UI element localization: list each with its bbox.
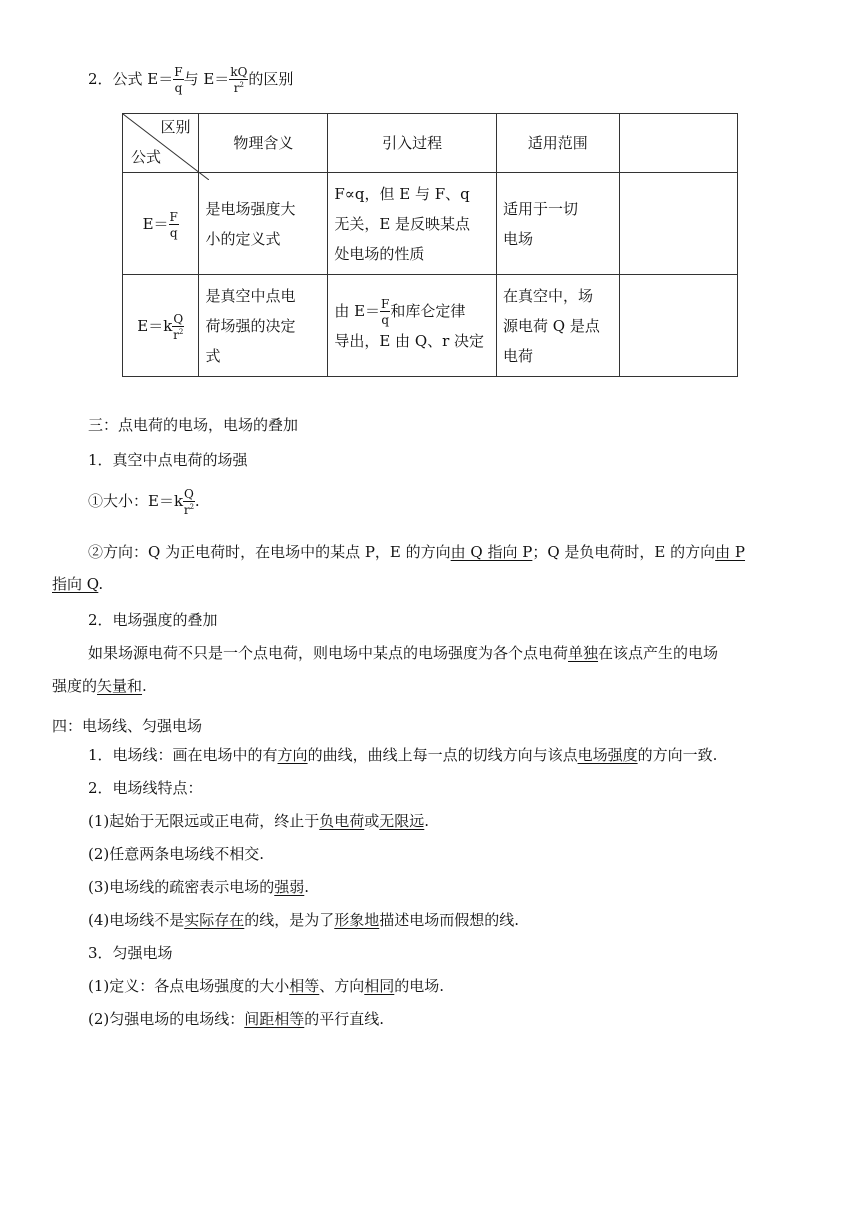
table-cell-scope: 适用于一切 电场 — [497, 173, 620, 275]
corner-label-top: 区别 — [160, 118, 191, 136]
table-cell-formula: E＝ $\frac{F}{q}$ — [123, 173, 199, 275]
table-cell-process: F∝q，但 E 与 F、q 无关，E 是反映某点 处电场的性质 — [328, 173, 497, 275]
feature-3: (3)电场线的疏密表示电场的强弱. — [88, 878, 310, 896]
uniform-field-lines: (2)匀强电场的电场线：间距相等的平行直线. — [88, 1010, 385, 1028]
table-row — [123, 275, 738, 377]
table-cell-extra — [619, 173, 737, 275]
superposition-text: 如果场源电荷不只是一个点电荷，则电场中某点的电场强度为各个点电荷单独在该点产生的电场 — [88, 644, 719, 662]
feature-1: (1)起始于无限远或正电荷，终止于负电荷或无限远. — [88, 812, 430, 830]
fraction-q-over-r2: $\frac{Q}{r^2}$ — [173, 311, 184, 342]
fraction-f-over-q: $\frac{F}{q}$ — [169, 209, 178, 240]
feature-2: (2)任意两条电场线不相交. — [88, 845, 265, 863]
table-header: 引入过程 — [328, 114, 497, 173]
feature-4: (4)电场线不是实际存在的线，是为了形象地描述电场而假想的线. — [88, 911, 520, 929]
fraction-f-over-q: $\frac{F}{q}$ — [174, 65, 183, 95]
section-3-item-1: 1．真空中点电荷的场强 — [88, 451, 248, 469]
fraction-q-over-r2: $\frac{Q}{r^2}$ — [183, 487, 195, 517]
table-cell-meaning: 是真空中点电 荷场强的决定 式 — [199, 275, 328, 377]
section-3-title: 三：点电荷的电场，电场的叠加 — [88, 416, 299, 434]
table-header-row — [123, 114, 738, 173]
table-corner-cell — [123, 114, 199, 173]
table-cell-extra — [619, 275, 737, 377]
uniform-field-definition: (1)定义：各点电场强度的大小相等、方向相同的电场. — [88, 977, 445, 995]
fraction-kq-over-r2: $\frac{kQ}{r^2}$ — [230, 65, 248, 95]
section-2-heading: 2．公式 E＝ $\frac{F}{q}$ 与 E＝ $\frac{kQ}{r^2}$ 的区别 — [88, 65, 294, 95]
superposition-text-cont: 强度的矢量和. — [52, 677, 147, 695]
table-header: 适用范围 — [497, 114, 620, 173]
formula-comparison-table — [122, 113, 738, 377]
table-cell-scope: 在真空中，场 源电荷 Q 是点 电荷 — [497, 275, 620, 377]
uniform-field-title: 3．匀强电场 — [88, 944, 173, 962]
section-3-item-2: 2．电场强度的叠加 — [88, 611, 218, 629]
table-header — [619, 114, 737, 173]
point-charge-magnitude: ①大小：E＝k $\frac{Q}{r^2}$ . — [88, 487, 200, 517]
table-cell-process: 由 E＝ $\frac{F}{q}$ 和库仑定律 导出，E 由 Q、r 决定 — [328, 275, 497, 377]
section-4-title: 四：电场线、匀强电场 — [52, 717, 203, 735]
table-cell-meaning: 是电场强度大 小的定义式 — [199, 173, 328, 275]
fraction-f-over-q: $\frac{F}{q}$ — [381, 296, 390, 327]
table-row — [123, 173, 738, 275]
table-cell-formula: E＝k $\frac{Q}{r^2}$ — [123, 275, 199, 377]
point-charge-direction-cont: 指向 Q. — [52, 575, 104, 593]
table-header: 物理含义 — [199, 114, 328, 173]
field-line-features-title: 2．电场线特点： — [88, 779, 203, 797]
point-charge-direction: ②方向：Q 为正电荷时，在电场中的某点 P，E 的方向由 Q 指向 P；Q 是负电荷时，E 的方向由 P — [88, 543, 746, 561]
corner-label-bottom: 公式 — [131, 148, 162, 166]
field-line-definition: 1．电场线：画在电场中的有方向的曲线，曲线上每一点的切线方向与该点电场强度的方向一致. — [88, 746, 718, 764]
